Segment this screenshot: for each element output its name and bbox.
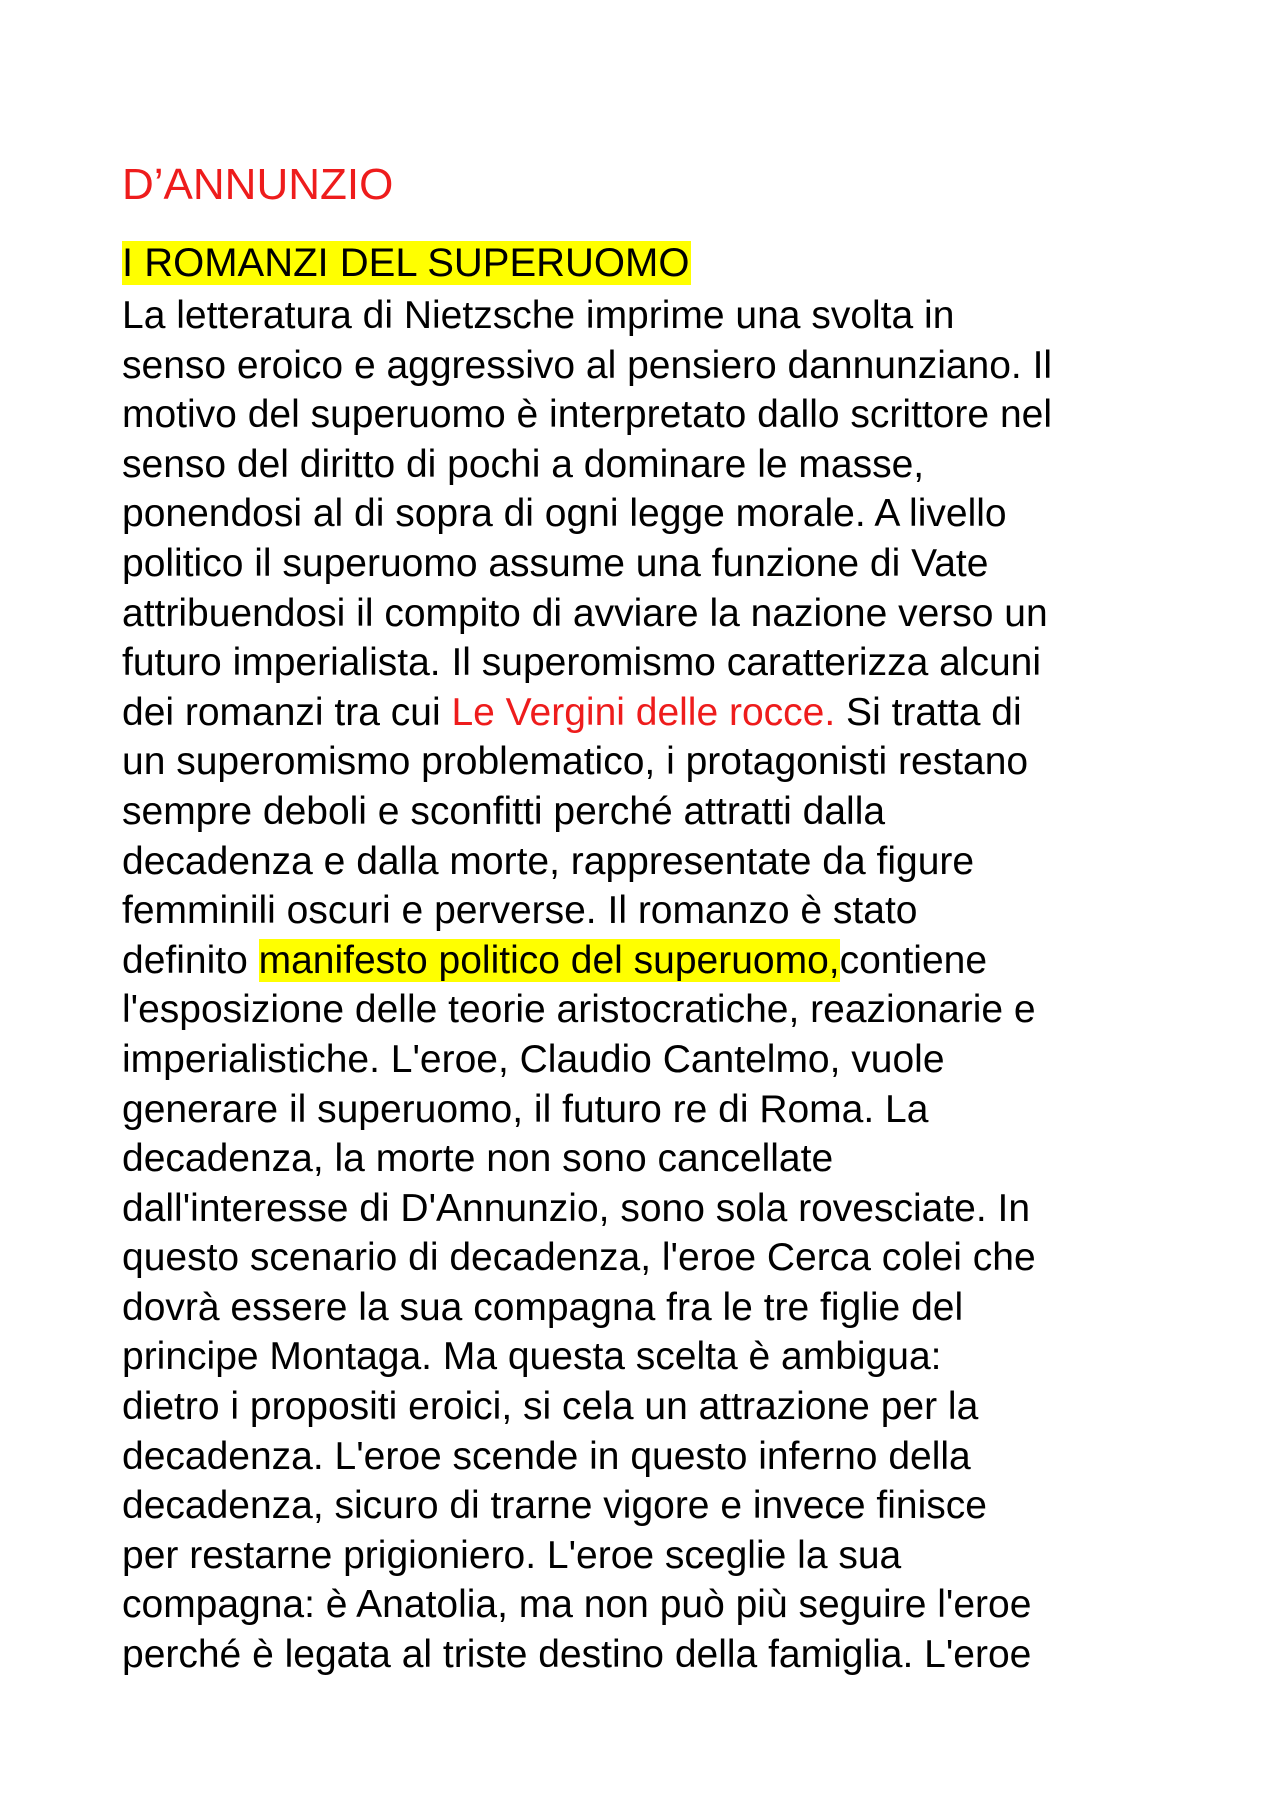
text-line — [122, 1085, 1182, 1135]
text-segment: decadenza e dalla morte, rappresentate da figure — [122, 839, 975, 883]
text-segment: femminili oscuri e perverse. Il romanzo è stato — [122, 889, 918, 933]
text-line — [122, 1134, 1182, 1184]
text-segment: per restarne prigioniero. L'eroe sceglie la sua — [122, 1533, 902, 1577]
text-line — [122, 1432, 1182, 1482]
section-heading — [122, 240, 691, 287]
text-line — [122, 1035, 1182, 1085]
text-line — [122, 985, 1182, 1035]
text-segment: decadenza. L'eroe scende in questo inferno della — [122, 1434, 971, 1478]
text-segment: perché è legata al triste destino della famiglia. L'eroe — [122, 1633, 1032, 1677]
text-segment: senso eroico e aggressivo al pensiero dannunziano. Il — [122, 343, 1053, 387]
text-segment: decadenza, sicuro di trarne vigore e invece finisce — [122, 1484, 987, 1528]
text-line — [122, 1481, 1182, 1531]
text-line — [122, 539, 1182, 589]
text-segment: dovrà essere la sua compagna fra le tre figlie del — [122, 1285, 964, 1329]
text-segment: compagna: è Anatolia, ma non può più seguire l'eroe — [122, 1583, 1032, 1627]
text-line — [122, 1233, 1182, 1283]
text-line — [122, 787, 1182, 837]
text-segment: senso del diritto di pochi a dominare le masse, — [122, 442, 925, 486]
text-segment: generare il superuomo, il futuro re di Roma. La — [122, 1087, 929, 1131]
text-line — [122, 638, 1182, 688]
document-title: D’ANNUNZIO — [122, 160, 394, 209]
highlighted-phrase: manifesto politico del superuomo, — [258, 938, 840, 982]
red-book-title: Le Vergini delle rocce. — [451, 690, 836, 734]
text-segment: definito — [122, 938, 259, 982]
text-line — [122, 837, 1182, 887]
text-segment: sempre deboli e sconfitti perché attratti dalla — [122, 789, 886, 833]
text-segment: dietro i propositi eroici, si cela un attrazione per la — [122, 1385, 979, 1429]
text-segment: decadenza, la morte non sono cancellate — [122, 1137, 834, 1181]
text-segment: l'esposizione delle teorie aristocratiche, reazionarie e — [122, 988, 1036, 1032]
text-line — [122, 440, 1182, 490]
text-line — [122, 1184, 1182, 1234]
text-segment: dall'interesse di D'Annunzio, sono sola rovesciate. In — [122, 1186, 1031, 1230]
text-line — [122, 1630, 1182, 1680]
text-line — [122, 1382, 1182, 1432]
text-segment: principe Montaga. Ma questa scelta è ambigua: — [122, 1335, 942, 1379]
text-segment: politico il superuomo assume una funzione di Vate — [122, 541, 989, 585]
text-line — [122, 489, 1182, 539]
text-line — [122, 737, 1182, 787]
text-line — [122, 1580, 1182, 1630]
body-paragraph — [122, 291, 1182, 1680]
text-segment: dei romanzi tra cui — [122, 690, 452, 734]
text-segment: un superomismo problematico, i protagonisti restano — [122, 740, 1029, 784]
text-segment: imperialistiche. L'eroe, Claudio Cantelmo, vuole — [122, 1037, 945, 1081]
text-line — [122, 936, 1182, 986]
text-line — [122, 390, 1182, 440]
text-segment: ponendosi al di sopra di ogni legge morale. A livello — [122, 492, 1007, 536]
text-segment: contiene — [839, 938, 988, 982]
text-line — [122, 589, 1182, 639]
text-line — [122, 1283, 1182, 1333]
text-line — [122, 688, 1182, 738]
text-segment: Si tratta di — [835, 690, 1022, 734]
text-line — [122, 886, 1182, 936]
text-line — [122, 291, 1182, 341]
text-segment: futuro imperialista. Il superomismo caratterizza alcuni — [122, 641, 1042, 685]
section-heading-highlight: I ROMANZI DEL SUPERUOMO — [122, 241, 690, 285]
text-segment: motivo del superuomo è interpretato dallo scrittore nel — [122, 393, 1052, 437]
text-line — [122, 1531, 1182, 1581]
text-line — [122, 341, 1182, 391]
text-line — [122, 1332, 1182, 1382]
text-segment: attribuendosi il compito di avviare la nazione verso un — [122, 591, 1048, 635]
text-segment: La letteratura di Nietzsche imprime una svolta in — [122, 294, 955, 337]
text-segment: questo scenario di decadenza, l'eroe Cerca colei che — [122, 1236, 1036, 1280]
